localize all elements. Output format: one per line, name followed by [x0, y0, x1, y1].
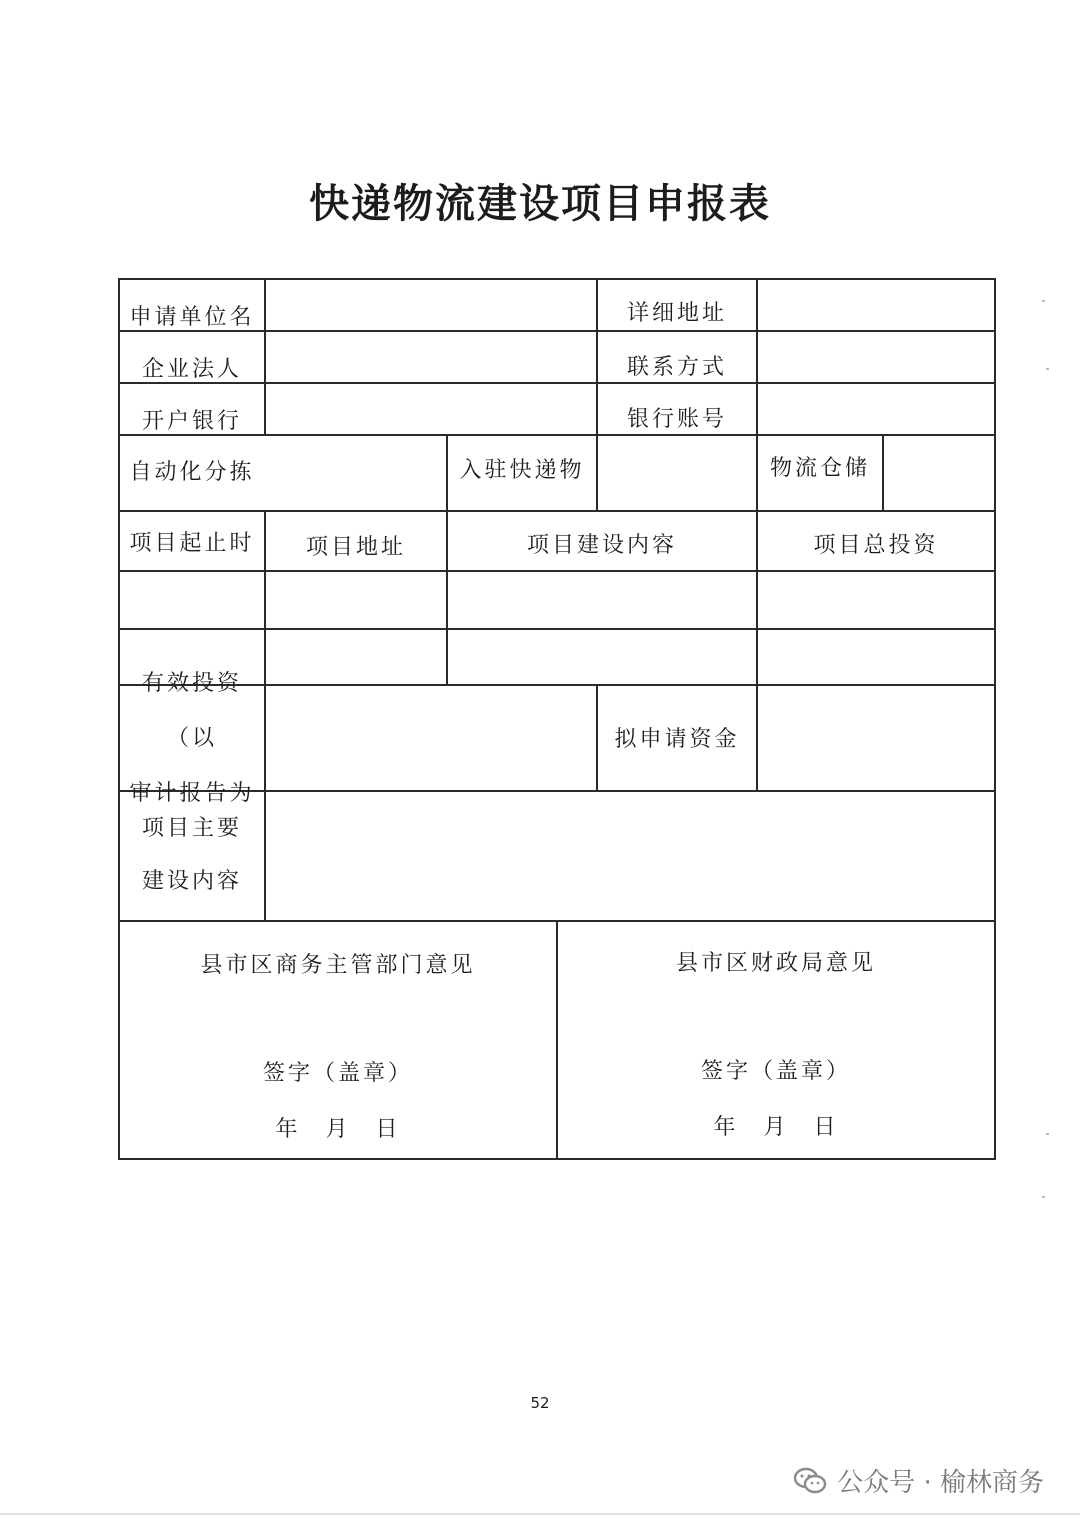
wechat-icon	[793, 1466, 827, 1496]
project-content-header: 项目建设内容	[526, 533, 677, 559]
page-bottom-border	[0, 1513, 1080, 1515]
commerce-opinion-title: 县市区商务主管部门意见	[200, 953, 476, 978]
effective-investment-field[interactable]	[266, 686, 596, 790]
table-cell[interactable]	[758, 572, 994, 628]
main-content-line2: 建设内容	[141, 869, 242, 894]
form-border-right	[994, 278, 996, 1160]
contact-label: 联系方式	[626, 355, 727, 381]
sorting-label: 自动化分拣	[129, 460, 255, 486]
legal-person-field[interactable]	[266, 332, 596, 382]
table-cell[interactable]	[120, 572, 264, 628]
address-label: 详细地址	[626, 301, 727, 327]
project-address-header: 项目地址	[305, 535, 406, 561]
commerce-sign: 签字（盖章）	[262, 1061, 413, 1087]
express-label: 入驻快递物	[459, 458, 585, 484]
table-cell[interactable]	[448, 572, 756, 628]
address-field[interactable]	[758, 280, 994, 330]
scan-speck	[1046, 1133, 1049, 1135]
account-label: 银行账号	[626, 407, 727, 433]
row-divider	[118, 510, 996, 512]
applicant-field[interactable]	[266, 280, 596, 330]
main-content-label	[120, 792, 264, 920]
contact-field[interactable]	[758, 332, 994, 382]
funding-label: 拟申请资金	[614, 727, 740, 753]
watermark	[793, 1462, 1044, 1499]
watermark-text: 公众号 · 榆林商务	[837, 1468, 1044, 1498]
finance-date: 年 月 日	[713, 1115, 839, 1141]
finance-opinion-title: 县市区财政局意见	[675, 951, 876, 976]
finance-sign: 签字（盖章）	[700, 1059, 851, 1085]
application-form	[118, 278, 996, 1160]
funding-field[interactable]	[758, 686, 994, 790]
commerce-date: 年 月 日	[275, 1117, 401, 1143]
main-content-line1: 项目主要	[141, 816, 242, 842]
page-number: 52	[530, 1394, 550, 1412]
legal-person-label: 企业法人	[141, 357, 242, 383]
scan-speck	[1046, 368, 1049, 370]
account-field[interactable]	[758, 384, 994, 434]
scan-speck	[1042, 300, 1045, 302]
effective-investment-label	[120, 670, 264, 806]
express-field[interactable]	[598, 436, 756, 510]
main-content-field[interactable]	[266, 792, 994, 920]
table-cell[interactable]	[758, 630, 994, 684]
effective-investment-line2: 审计报告为	[129, 780, 255, 806]
bank-label: 开户银行	[141, 409, 242, 435]
bank-field[interactable]	[266, 384, 596, 434]
warehouse-label: 物流仓储	[769, 456, 870, 482]
form-title: 快递物流建设项目申报表	[309, 180, 771, 227]
effective-investment-line1: 有效投资（以	[141, 670, 242, 751]
project-period-header: 项目起止时	[129, 531, 255, 557]
project-investment-header: 项目总投资	[813, 533, 939, 559]
applicant-label: 申请单位名	[129, 305, 255, 331]
table-cell[interactable]	[266, 630, 446, 684]
table-cell[interactable]	[448, 630, 756, 684]
scan-speck	[1042, 1196, 1045, 1198]
sorting-field[interactable]	[266, 436, 446, 510]
table-cell[interactable]	[266, 572, 446, 628]
warehouse-field[interactable]	[884, 436, 994, 510]
